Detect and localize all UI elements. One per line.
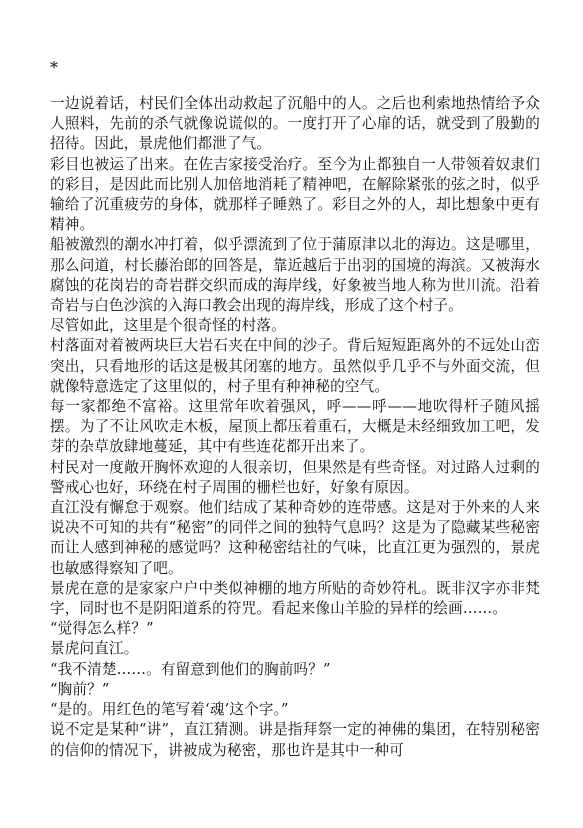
section-marker: * [50, 58, 58, 77]
paragraph-10: 说不定是某种“讲”，直江猜测。讲是指拜祭一定的神佛的集团，在特别秘密的信仰的情况下，讲被成为秘密，那也许是其中一种可 [50, 721, 540, 759]
dialogue-line-1: “觉得怎么样？” [50, 620, 154, 638]
paragraph-3: 船被激烈的潮水冲打着，似乎漂流到了位于蒲原津以北的海边。这是哪里，那么问道，村长藤治郎的回答是，靠近越后于出羽的国境的海滨。又被海水腐蚀的花岗岩的奇岩群交织而成的海岸线，好象被当地人称为世川流。沿着奇岩与白色沙滨的入海口教会出现的海岸线，形成了这个村子。 [50, 236, 540, 315]
dialogue-line-3: “胸前？” [50, 680, 110, 698]
paragraph-6: 每一家都绝不富裕。这里常年吹着强风，呼——呼——地吹得杆子随风摇摆。为了不让风吹走木板，屋顶上都压着重石，大概是未经细致加工吧，发芽的杂草放肆地蔓延，其中有些连花都开出来了。 [50, 398, 540, 456]
paragraph-8: 直江没有懈怠于观察。他们结成了某种奇妙的连带感。这是对于外来的人来说决不可知的共有“秘密”的同伴之间的独特气息吗？这是为了隐藏某些秘密而让人感到神秘的感觉吗？这种秘密结社的气味，比直江更为强烈的，景虎也敏感得察知了吧。 [50, 499, 540, 577]
paragraph-5: 村落面对着被两块巨大岩石夹在中间的沙子。背后短短距离外的不远处山峦突出，只看地形的话这是极其闭塞的地方。虽然似乎几乎不与外面交流，但就像特意选定了这里似的，村子里有种神秘的空气。 [50, 337, 540, 395]
paragraph-7: 村民对一度敞开胸怀欢迎的人很亲切，但果然是有些奇怪。对过路人过剩的警戒心也好，环绕在村子周围的栅栏也好，好象有原因。 [50, 458, 540, 496]
document-page [50, 58, 540, 761]
narration-line: 景虎问直江。 [50, 640, 139, 658]
paragraph-2: 彩目也被运了出来。在佐吉家接受治疗。至今为止都独自一人带领着奴隶们的彩目，是因此而比别人加倍地消耗了精神吧，在解除紧张的弦之时，似乎输给了沉重疲劳的身体，就那样子睡熟了。彩目之外的人，却比想象中更有精神。 [50, 155, 540, 234]
dialogue-line-4: “是的。用红色的笔写着‘魂’这个字。” [50, 701, 289, 719]
dialogue-line-2: “我不清楚……。有留意到他们的胸前吗？” [50, 660, 331, 678]
paragraph-1: 一边说着话，村民们全体出动救起了沉船中的人。之后也利索地热情给予众人照料，先前的杀气就像说谎似的。一度打开了心扉的话，就受到了殷勤的招待。因此，景虎他们都泄了气。 [50, 95, 540, 153]
paragraph-9: 景虎在意的是家家户户中类似神棚的地方所贴的奇妙符札。既非汉字亦非梵字，同时也不是阴阳道系的符咒。看起来像山羊脸的异样的绘画……。 [50, 579, 540, 618]
paragraph-4: 尽管如此，这里是个很奇怪的村落。 [50, 317, 286, 335]
